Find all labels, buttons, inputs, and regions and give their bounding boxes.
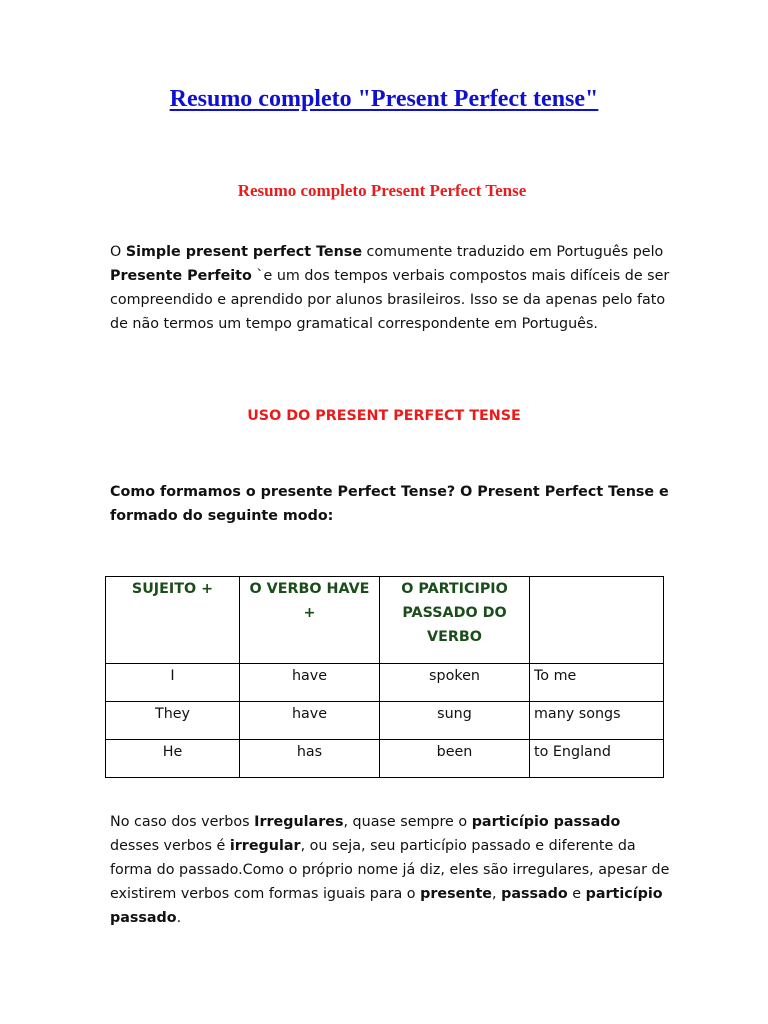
table-cell: They bbox=[106, 702, 240, 740]
table-cell: to England bbox=[530, 740, 664, 778]
header-verb-have: O VERBO HAVE + bbox=[240, 577, 380, 664]
irregular-bold-3: irregular bbox=[229, 838, 301, 854]
table-cell: many songs bbox=[530, 702, 664, 740]
intro-bold-2: Presente Perfeito bbox=[110, 268, 252, 284]
irregular-bold-1: Irregulares bbox=[254, 814, 344, 830]
irregular-text-2: , quase sempre o bbox=[343, 814, 472, 830]
table-row bbox=[106, 740, 664, 778]
irregular-bold-6: particípio passado bbox=[110, 886, 663, 926]
irregular-text-1: No caso dos verbos bbox=[110, 814, 255, 830]
header-subject: SUJEITO + bbox=[106, 577, 240, 664]
formation-paragraph: Como formamos o presente Perfect Tense? O Present Perfect Tense e formado do seguinte modo: bbox=[110, 484, 669, 524]
irregular-text-7: . bbox=[176, 910, 182, 926]
irregular-bold-2: particípio passado bbox=[471, 814, 621, 830]
table-header-row bbox=[106, 577, 664, 664]
table-row bbox=[106, 664, 664, 702]
intro-text-1: O bbox=[110, 244, 126, 260]
irregular-text-3: desses verbos é bbox=[110, 838, 230, 854]
irregular-text-4: , ou seja, seu particípio passado e diferente da forma do passado.Como o próprio nome já diz, eles são irregulares, apesar de existirem verbos com formas iguais para o bbox=[110, 838, 670, 902]
irregular-text-5: , bbox=[492, 886, 502, 902]
table-cell: I bbox=[106, 664, 240, 702]
irregular-bold-5: passado bbox=[501, 886, 568, 902]
table-cell: has bbox=[240, 740, 380, 778]
table-cell: sung bbox=[380, 702, 530, 740]
header-complement bbox=[530, 577, 664, 664]
section-heading: USO DO PRESENT PERFECT TENSE bbox=[247, 408, 521, 424]
irregular-text-6: e bbox=[567, 886, 586, 902]
document-subtitle: Resumo completo Present Perfect Tense bbox=[237, 181, 527, 200]
header-participle: O PARTICIPIO PASSADO DO VERBO bbox=[380, 577, 530, 664]
table-cell: He bbox=[106, 740, 240, 778]
document-title[interactable]: Resumo completo "Present Perfect tense" bbox=[169, 86, 599, 112]
table-cell: have bbox=[240, 702, 380, 740]
intro-bold-1: Simple present perfect Tense bbox=[125, 244, 363, 260]
table-row bbox=[106, 702, 664, 740]
table-cell: been bbox=[380, 740, 530, 778]
verb-table bbox=[105, 576, 664, 778]
intro-paragraph bbox=[110, 240, 670, 336]
table-cell: spoken bbox=[380, 664, 530, 702]
table-cell: To me bbox=[530, 664, 664, 702]
table-cell: have bbox=[240, 664, 380, 702]
irregular-verbs-paragraph bbox=[110, 810, 670, 930]
intro-text-2: comumente traduzido em Português pelo bbox=[362, 244, 664, 260]
intro-text-3: `e um dos tempos verbais compostos mais difíceis de ser compreendido e aprendido por alunos brasileiros. Isso se da apenas pelo fato de não termos um tempo gramatical correspondente em Português. bbox=[110, 268, 670, 332]
irregular-bold-4: presente bbox=[420, 886, 493, 902]
